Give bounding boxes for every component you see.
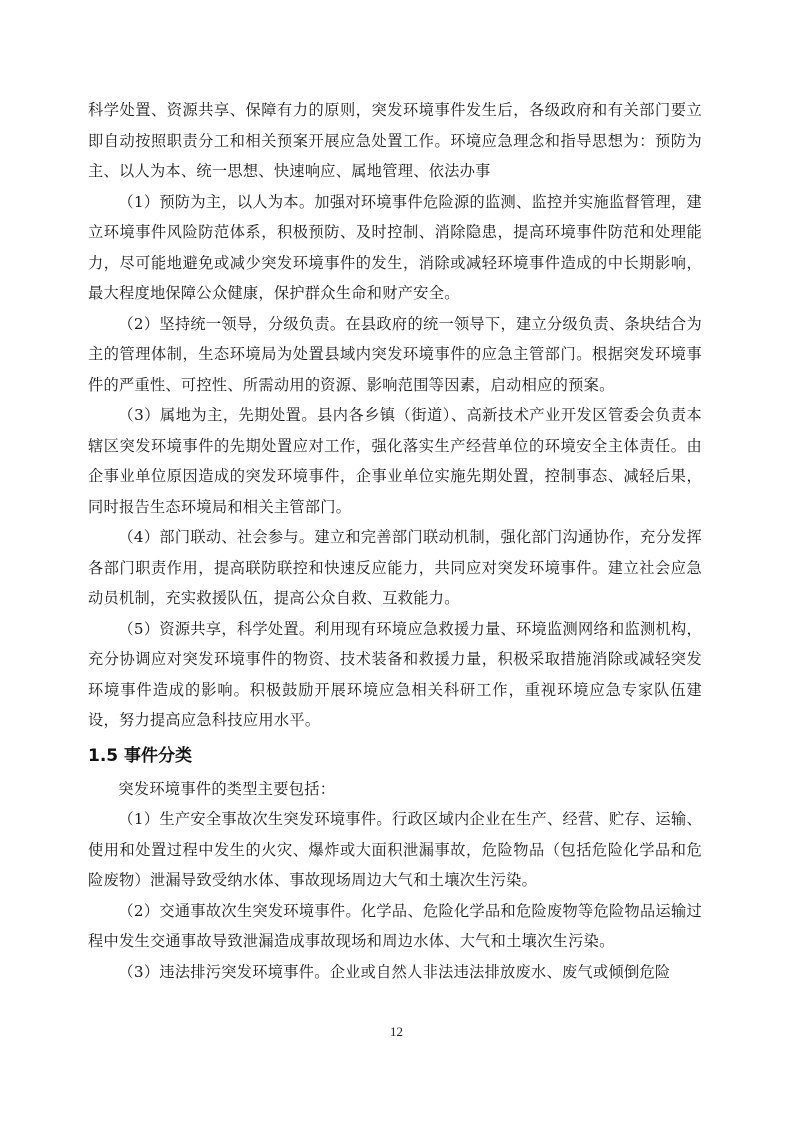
- paragraph-principles-continued: 科学处置、资源共享、保障有力的原则，突发环境事件发生后，各级政府和有关部门要立即自动按照职责分工和相关预案开展应急处置工作。环境应急理念和指导思想为：预防为主、以人为本、统一思想、快速响应、属地管理、依法办事: [88, 101, 702, 180]
- paragraph-department-linkage: （4）部门联动、社会参与。建立和完善部门联动机制，强化部门沟通协作，充分发挥各部门职责作用，提高联防联控和快速反应能力，共同应对突发环境事件。建立社会应急动员机制，充实救援队伍，提高公众自救、互救能力。: [88, 528, 702, 607]
- paragraph-production-safety-events: （1）生产安全事故次生突发环境事件。行政区域内企业在生产、经营、贮存、运输、使用和处置过程中发生的火灾、爆炸或大面积泄漏事故，危险物品（包括危险化学品和危险废物）泄漏导致受纳水体、事故现场周边大气和土壤次生污染。: [88, 810, 702, 889]
- document-page: [88, 95, 702, 987]
- paragraph-illegal-discharge-events: （3）违法排污突发环境事件。企业或自然人非法违法排放废水、废气或倾倒危险: [118, 962, 671, 981]
- paragraph-event-types-intro: 突发环境事件的类型主要包括：: [118, 779, 336, 798]
- paragraph-unified-leadership: （2）坚持统一领导，分级负责。在县政府的统一领导下，建立分级负责、条块结合为主的管理体制，生态环境局为处置县域内突发环境事件的应急主管部门。根据突发环境事件的严重性、可控性、所需动用的资源、影响范围等因素，启动相应的预案。: [88, 314, 702, 394]
- page-number: 12: [390, 1024, 403, 1039]
- paragraph-resource-sharing: （5）资源共享，科学处置。利用现有环境应急救援力量、环境监测网络和监测机构，充分协调应对突发环境事件的物资、技术装备和救援力量，积极采取措施消除或减轻突发环境事件造成的影响。积极鼓励开展环境应急相关科研工作，重视环境应急专家队伍建设，努力提高应急科技应用水平。: [88, 619, 702, 729]
- paragraph-traffic-accident-events: （2）交通事故次生突发环境事件。化学品、危险化学品和危险废物等危险物品运输过程中发生交通事故导致泄漏造成事故现场和周边水体、大气和土壤次生污染。: [88, 901, 702, 950]
- paragraph-prevention-first: （1）预防为主，以人为本。加强对环境事件危险源的监测、监控并实施监督管理，建立环境事件风险防范体系，积极预防、及时控制、消除隐患，提高环境事件防范和处理能力，尽可能地避免或减少突发环境事件的发生，消除或减轻环境事件造成的中长期影响，最大程度地保障公众健康，保护群众生命和财产安全。: [88, 192, 702, 302]
- section-heading-event-classification: 1.5 事件分类: [88, 745, 193, 766]
- paragraph-territorial-first: （3）属地为主，先期处置。县内各乡镇（街道）、高新技术产业开发区管委会负责本辖区突发环境事件的先期处置应对工作，强化落实生产经营单位的环境安全主体责任。由企事业单位原因造成的突发环境事件，企事业单位实施先期处置，控制事态、减轻后果，同时报告生态环境局和相关主管部门。: [88, 406, 702, 516]
